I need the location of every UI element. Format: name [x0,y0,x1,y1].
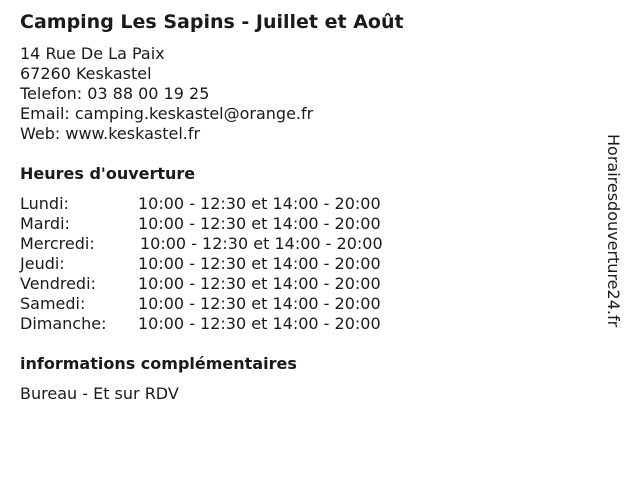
day-times: 10:00 - 12:30 et 14:00 - 20:00 [138,194,381,213]
address-block [20,44,313,144]
hours-row-friday [20,274,440,294]
hours-row-thursday [20,254,440,274]
hours-row-wednesday [20,234,440,254]
day-times: 10:00 - 12:30 et 14:00 - 20:00 [138,214,381,233]
hours-row-sunday [20,314,440,334]
day-label: Lundi: [20,194,69,213]
day-times: 10:00 - 12:30 et 14:00 - 20:00 [140,234,383,253]
day-times: 10:00 - 12:30 et 14:00 - 20:00 [138,254,381,273]
phone-number: Telefon: 03 88 00 19 25 [20,84,210,103]
opening-hours-table [20,194,440,334]
day-label: Samedi: [20,294,86,313]
day-label: Mercredi: [20,234,95,253]
day-times: 10:00 - 12:30 et 14:00 - 20:00 [138,274,381,293]
website-address: Web: www.keskastel.fr [20,124,201,143]
day-times: 10:00 - 12:30 et 14:00 - 20:00 [138,314,381,333]
city-address: 67260 Keskastel [20,64,152,83]
hours-row-monday [20,194,440,214]
hours-row-tuesday [20,214,440,234]
day-times: 10:00 - 12:30 et 14:00 - 20:00 [138,294,381,313]
hours-row-saturday [20,294,440,314]
day-label: Mardi: [20,214,70,233]
day-label: Jeudi: [20,254,65,273]
street-address: 14 Rue De La Paix [20,44,165,63]
email-address: Email: camping.keskastel@orange.fr [20,104,314,123]
additional-info-heading: informations complémentaires [20,354,297,373]
day-label: Vendredi: [20,274,96,293]
site-watermark: Horairesdouverture24.fr [604,134,623,328]
page-title: Camping Les Sapins - Juillet et Août [20,11,404,33]
opening-hours-heading: Heures d'ouverture [20,164,196,183]
day-label: Dimanche: [20,314,107,333]
additional-info-text: Bureau - Et sur RDV [20,384,179,403]
